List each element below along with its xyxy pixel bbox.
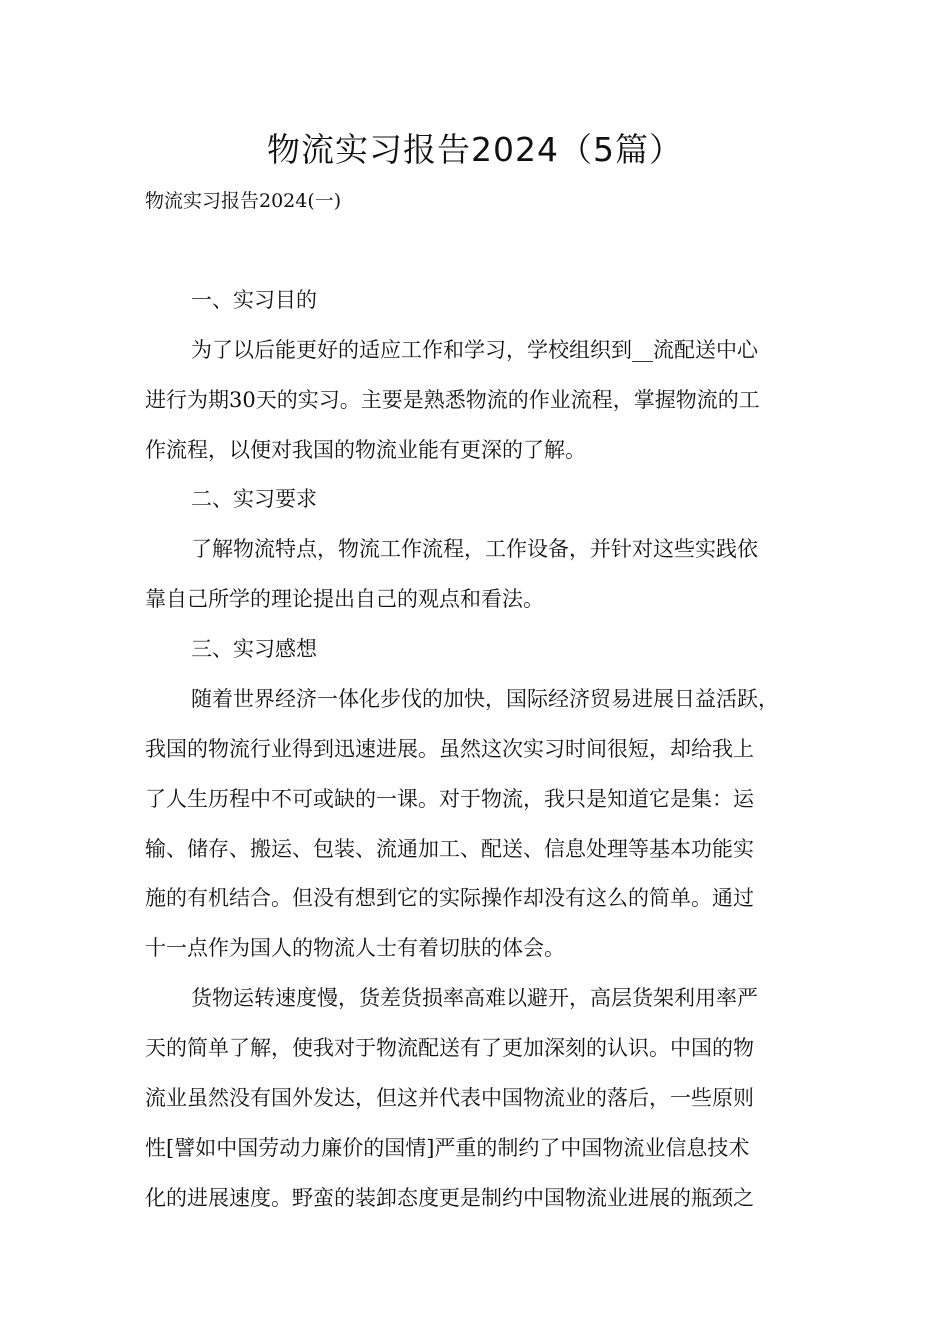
paragraph-line: 天的简单了解，使我对于物流配送有了更加深刻的认识。中国的物 [145, 1036, 754, 1060]
paragraph-line: 十一点作为国人的物流人士有着切肤的体会。 [145, 936, 565, 960]
paragraph-line: 输、储存、搬运、包装、流通加工、配送、信息处理等基本功能实 [145, 837, 754, 861]
paragraph-line: 施的有机结合。但没有想到它的实际操作却没有这么的简单。通过 [145, 886, 754, 910]
document-subtitle: 物流实习报告2024(一) [145, 190, 342, 212]
paragraph-line: 为了以后能更好的适应工作和学习，学校组织到__流配送中心 [191, 338, 758, 362]
paragraph-line: 化的进展速度。野蛮的装卸态度更是制约中国物流业进展的瓶颈之 [145, 1186, 754, 1210]
paragraph-line: 作流程，以便对我国的物流业能有更深的了解。 [145, 438, 586, 462]
paragraph-line: 靠自己所学的理论提出自己的观点和看法。 [145, 587, 544, 611]
paragraph-line: 我国的物流行业得到迅速进展。虽然这次实习时间很短，却给我上 [145, 737, 754, 761]
paragraph-line: 了解物流特点，物流工作流程，工作设备，并针对这些实践依 [191, 537, 758, 561]
section-heading-requirements: 二、实习要求 [191, 487, 317, 511]
document-title: 物流实习报告2024（5篇） [267, 130, 683, 169]
paragraph-line: 了人生历程中不可或缺的一课。对于物流，我只是知道它是集：运 [145, 787, 754, 811]
paragraph-line: 随着世界经济一体化步伐的加快，国际经济贸易进展日益活跃， [191, 687, 779, 711]
section-heading-purpose: 一、实习目的 [191, 288, 317, 312]
section-heading-reflections: 三、实习感想 [191, 637, 317, 661]
paragraph-line: 货物运转速度慢，货差货损率高难以避开，高层货架利用率严 [191, 986, 758, 1010]
paragraph-line: 性[譬如中国劳动力廉价的国情]严重的制约了中国物流业信息技术 [145, 1136, 750, 1160]
paragraph-line: 流业虽然没有国外发达，但这并代表中国物流业的落后，一些原则 [145, 1086, 754, 1110]
paragraph-line: 进行为期30天的实习。主要是熟悉物流的作业流程，掌握物流的工 [145, 388, 760, 412]
